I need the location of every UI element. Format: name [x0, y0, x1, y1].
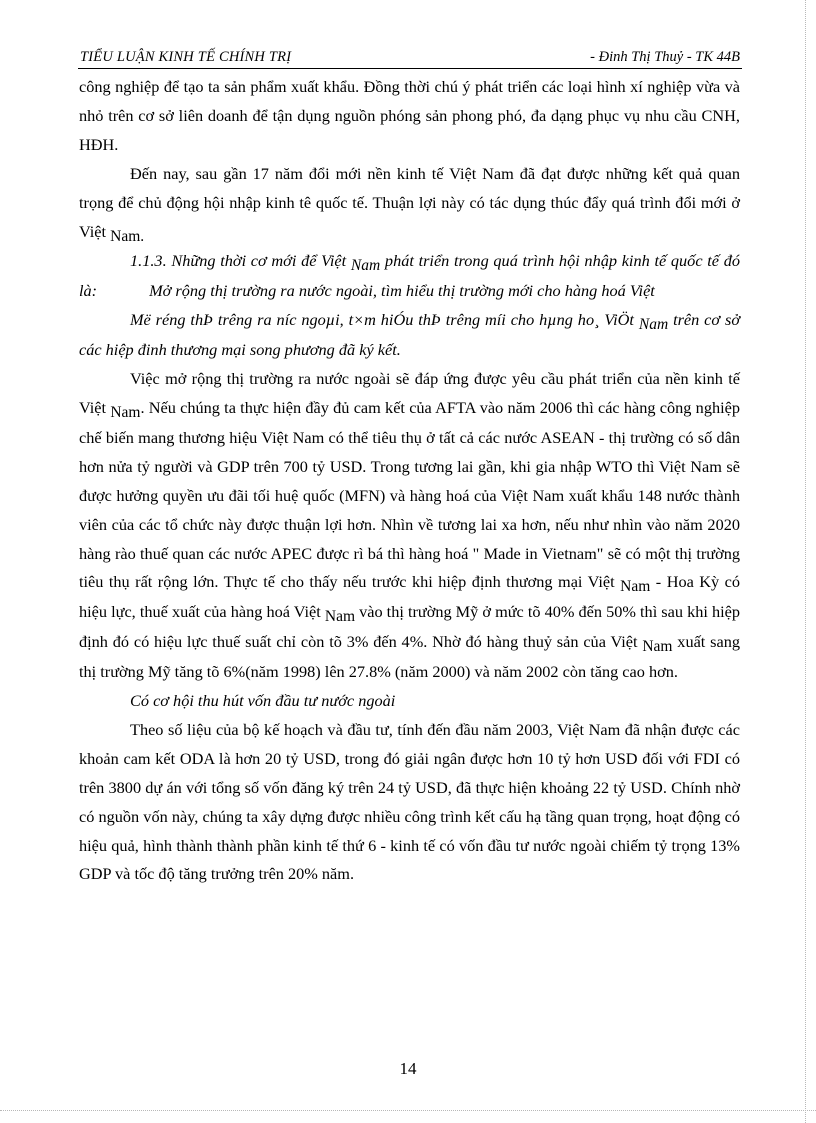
paragraph-4-text-b: trên cơ sở các hiệp đinh thương mại song phương đã ký kết. — [79, 310, 741, 360]
paragraph-5-nam-2: Nam — [620, 578, 651, 596]
paragraph-5-text-b: . Nếu chúng ta thực hiện đầy đủ cam kết của AFTA vào năm 2006 thì các hàng công nghiệp chế biến mang thương hiệu Việt Nam có thể tiêu thụ ở tất cả các nước ASEAN - thị trường có số dân hơn nửa tỷ người và GDP trên 700 tỷ USD. Trong tương lai gần, khi gia nhập WTO thì Việt Nam sẽ được hưởng quyền ưu đãi tối huệ quốc (MFN) và hàng hoá của Việt Nam xuất khẩu 148 nước thành viên của các tổ chức này được thuận lợi hơn. Nhìn về tương lai xa hơn, nếu như nhìn vào năm 2020 hàng rào thuế quan các nước APEC được rì bá thì hàng hoá " Made in Vietnam" sẽ có một thị trường tiêu thụ rất rộng lớn. Thực tế cho thấy nếu trước khi hiệp định thương mại Việt — [79, 397, 740, 592]
header-divider — [78, 68, 742, 69]
page-bottom-dotted-line — [0, 1110, 816, 1111]
paragraph-5-text-c: - Hoa Kỳ có hiệu lực, thuế xuất của hàng hoá Việt — [79, 572, 741, 622]
paragraph-4 — [79, 306, 740, 365]
paragraph-5 — [79, 365, 740, 687]
subheading-fdi — [79, 687, 740, 716]
paragraph-7 — [79, 716, 740, 889]
paragraph-5-text-e: xuất sang thị trường Mỹ tăng tõ 6%(năm 1998) lên 27.8% (năm 2000) và năm 2002 còn tăng cao hơn. — [79, 632, 740, 682]
paragraph-2-nam: Nam. — [110, 227, 145, 245]
page-edge-dotted-line — [805, 0, 806, 1123]
section-heading-1-1-3 — [79, 247, 740, 306]
paragraph-2-text: Đến nay, sau gần 17 năm đổi mới nền kinh tế Việt Nam đã đạt được những kết quả quan trọng để chủ động hội nhập kinh tê quốc tế. Thuận lợi này có tác dụng thúc đẩy quá trình đổi mới ở Việt — [79, 163, 740, 241]
paragraph-5-nam-4: Nam — [642, 638, 673, 656]
header-author: - Đinh Thị Thuỷ - TK 44B — [590, 49, 740, 65]
paragraph-5-text-a: Việc mở rộng thị trường ra nước ngoài sẽ đáp ứng được yêu cầu phát triển của nền kinh tế Việt — [79, 369, 740, 417]
paragraph-7-text: Theo số liệu của bộ kế hoạch và đầu tư, tính đến đầu năm 2003, Việt Nam đã nhận được các khoản cam kết ODA là hơn 20 tỷ USD, trong đó giải ngân được hơn 10 tỷ hơn USD đối với FDI có trên 3800 dự án với tổng số vốn đăng ký trên 24 tỷ USD, đã thực hiện khoảng 22 tỷ USD. Chính nhờ có nguồn vốn này, chúng ta xây dựng được nhiều công trình kết cấu hạ tầng quan trọng, hoạt động có hiệu quả, hình thành thành phần kinh tế thứ 6 - kinh tế có vốn đầu tư nước ngoài chiếm tỷ trọng 13% GDP và tốc độ tăng trưởng trên 20% năm. — [79, 719, 740, 884]
section-heading-nam: Nam — [350, 257, 381, 275]
document-body — [79, 73, 740, 889]
paragraph-5-text-d: vào thị trường Mỹ ở mức tõ 40% đến 50% thì sau khi hiệp định đó có hiệu lực thuế suất chỉ còn tõ 3% đến 4%. Nhờ đó hàng thuỷ sản của Việt — [79, 602, 740, 652]
paragraph-1-text: công nghiệp để tạo ta sản phẩm xuất khẩu. Đồng thời chú ý phát triển các loại hình xí nghiệp vừa và nhỏ trên cơ sở liên doanh để tận dụng nguồn phóng sản phong phó, đa dạng phục vụ nhu cầu CNH, HĐH. — [79, 77, 740, 154]
paragraph-5-nam-1: Nam — [110, 403, 141, 421]
page-header — [80, 49, 740, 69]
paragraph-4-nam: Nam — [638, 316, 669, 334]
header-title: TIỂU LUẬN KINH TẾ CHÍNH TRỊ — [80, 49, 292, 65]
section-heading-text-c: Mở rộng thị trường ra nước ngoài, tìm hiểu thị trường mới cho hàng hoá Việt — [149, 281, 655, 301]
page-number: 14 — [399, 1059, 417, 1078]
section-heading-text-a: 1.1.3. Những thời cơ mới để Việt — [130, 251, 347, 271]
paragraph-1 — [79, 73, 740, 160]
paragraph-5-nam-3: Nam — [324, 608, 356, 626]
paragraph-4-text-a: Më réng thÞ trêng ra níc ngoµi, t×m hiÓu thÞ trêng míi cho hµng ho¸ ViÖt — [130, 310, 634, 330]
section-heading-text-b: phát triển trong quá trình hội nhập kinh tế quốc tế đó là: — [79, 251, 741, 301]
subheading-fdi-text: Có cơ hội thu hút vốn đầu tư nước ngoài — [130, 691, 396, 711]
paragraph-2 — [79, 160, 740, 248]
